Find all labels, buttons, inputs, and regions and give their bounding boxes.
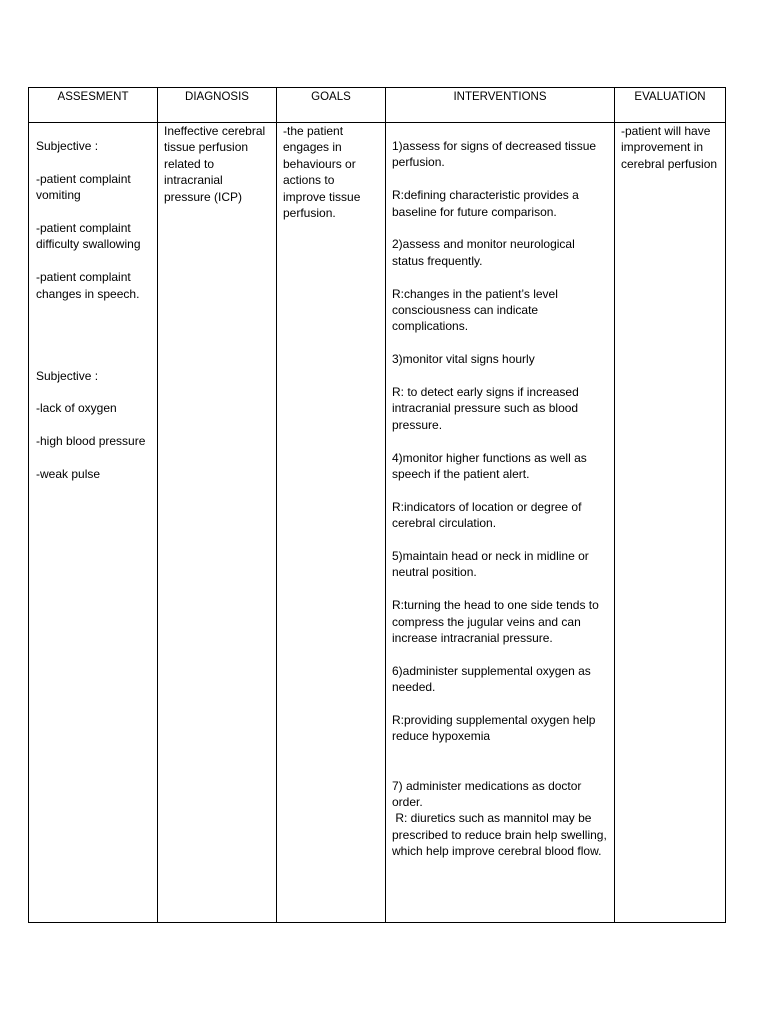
objective-label: Subjective : bbox=[36, 368, 99, 383]
subjective-label: Subjective : bbox=[36, 139, 99, 153]
intervention-item: 4)monitor higher functions as well as speech if the patient alert. bbox=[392, 450, 587, 482]
assessment-item: -patient complaint difficulty swallowing bbox=[36, 221, 141, 252]
rationale-item: R:changes in the patient’s level consciousness can indicate complications. bbox=[392, 286, 558, 334]
assessment-item: -weak pulse bbox=[36, 467, 101, 481]
rationale-item: R:defining characteristic provides a baseline for future comparison. bbox=[392, 188, 579, 219]
rationale-item: R:indicators of location or degree of cerebral circulation. bbox=[392, 499, 582, 531]
assessment-cell bbox=[29, 123, 158, 923]
nursing-care-plan-table bbox=[28, 87, 726, 923]
evaluation-text: -patient will have improvement in cerebral perfusion bbox=[621, 124, 718, 171]
goals-text: -the patient engages in behaviours or actions to improve tissue perfusion. bbox=[283, 124, 361, 221]
rationale-item: R:turning the head to one side tends to compress the jugular veins and can increase intracranial pressure. bbox=[392, 598, 599, 646]
header-assessment: ASSESMENT bbox=[29, 88, 158, 123]
intervention-item: 6)administer supplemental oxygen as needed. bbox=[392, 663, 591, 695]
header-diagnosis: DIAGNOSIS bbox=[158, 88, 277, 123]
header-goals: GOALS bbox=[277, 88, 386, 123]
intervention-item: 3)monitor vital signs hourly bbox=[392, 352, 535, 367]
assessment-item: -lack of oxygen bbox=[36, 401, 117, 416]
assessment-item: -high blood pressure bbox=[36, 434, 146, 449]
evaluation-cell bbox=[615, 123, 726, 923]
diagnosis-text: Ineffective cerebral tissue perfusion related to intracranial pressure (ICP) bbox=[164, 124, 266, 204]
intervention-item: 2)assess and monitor neurological status frequently. bbox=[392, 237, 575, 268]
interventions-cell bbox=[386, 123, 615, 923]
assessment-item: -patient complaint changes in speech. bbox=[36, 270, 140, 301]
assessment-item: -patient complaint vomiting bbox=[36, 171, 131, 203]
header-interventions: INTERVENTIONS bbox=[386, 88, 615, 123]
rationale-item: R:providing supplemental oxygen help reduce hypoxemia bbox=[392, 713, 596, 744]
rationale-item: R: to detect early signs if increased intracranial pressure such as blood pressure. bbox=[392, 385, 579, 432]
header-row bbox=[29, 88, 726, 123]
rationale-item: R: diuretics such as mannitol may be prescribed to reduce brain help swelling, which help improve cerebral blood flow. bbox=[392, 811, 611, 859]
header-evaluation: EVALUATION bbox=[615, 88, 726, 123]
intervention-item: 5)maintain head or neck in midline or neutral position. bbox=[392, 549, 589, 580]
intervention-item: 7) administer medications as doctor order. bbox=[392, 778, 582, 810]
content-row bbox=[29, 123, 726, 923]
diagnosis-cell bbox=[158, 123, 277, 923]
goals-cell bbox=[277, 123, 386, 923]
intervention-item: 1)assess for signs of decreased tissue perfusion. bbox=[392, 139, 597, 170]
